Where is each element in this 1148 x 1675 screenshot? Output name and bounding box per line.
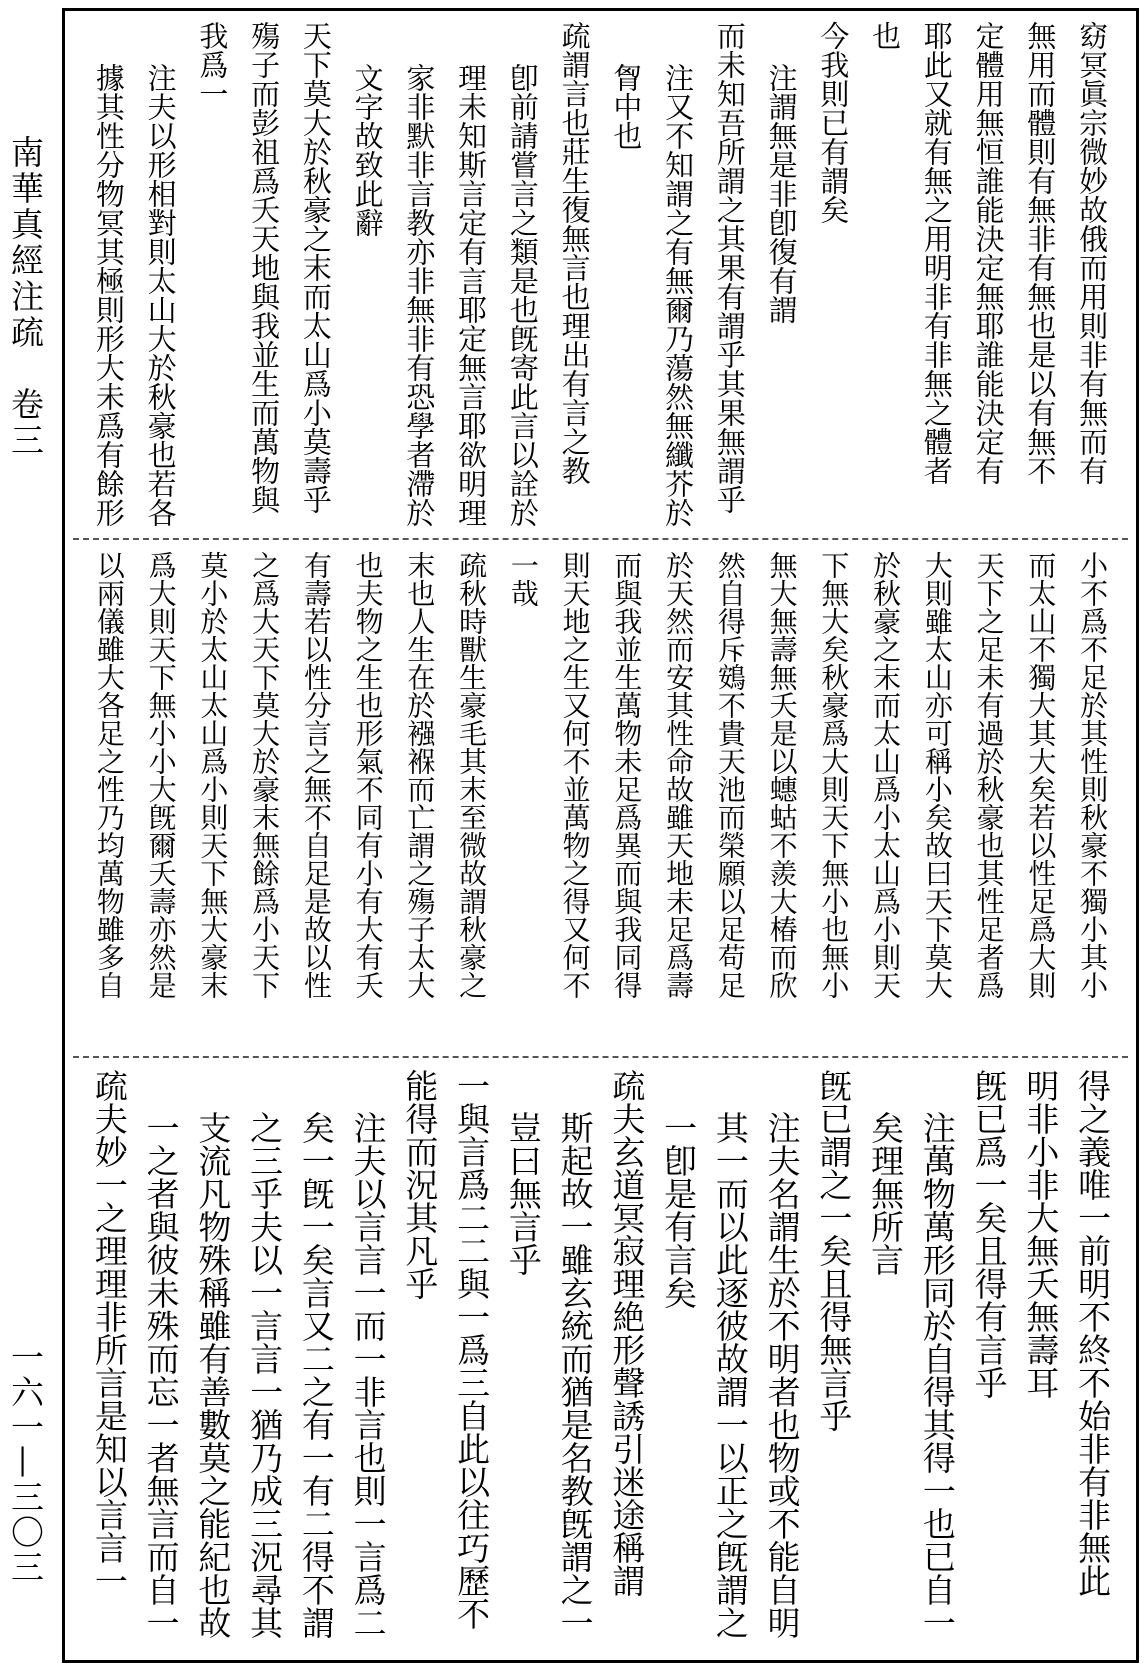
text-column: 明非小非大無夭無壽耳 xyxy=(1021,1069,1061,1399)
text-column: 理未知斯言定有言耶定無言耶欲明理 xyxy=(454,63,489,527)
text-column: 旣已謂之一矣且得無言乎 xyxy=(814,1069,854,1432)
text-column: 耶此又就有無之用明非有非無之體者 xyxy=(919,21,954,485)
text-column: 注夫名謂生於不明者也物或不能自明 xyxy=(762,1111,802,1639)
text-column: 疏夫妙一之理理非所言是知以言言一 xyxy=(89,1069,129,1597)
text-column: 小不爲不足於其性則秋豪不獨小其小 xyxy=(1076,551,1110,999)
text-column: 疏夫玄道冥寂理絶形聲誘引迷途稱謂 xyxy=(607,1069,647,1597)
margin-book-title: 南華真經注疏 卷三 xyxy=(6,135,45,459)
text-column: 天下莫大於秋豪之末而太山爲小莫壽乎 xyxy=(298,21,333,514)
text-column: 而與我並生萬物未足爲異而與我同得 xyxy=(610,551,644,999)
text-column: 於秋豪之末而太山爲小太山爲小則天 xyxy=(869,551,903,999)
text-column: 一之者與彼未殊而忘一者無言而自一 xyxy=(141,1111,181,1639)
text-column: 爲大則天下無小小大旣爾夭壽亦然是 xyxy=(144,551,178,999)
text-column: 今我則已有謂矣 xyxy=(816,21,851,224)
text-column: 據其性分物冥其極則形大未爲有餘形 xyxy=(91,63,126,527)
text-column: 注謂無是非卽復有謂 xyxy=(764,63,799,324)
text-column: 支流凡物殊稱雖有善數莫之能紀也故 xyxy=(193,1111,233,1639)
text-column: 注夫以言言一而一非言也則一言爲二 xyxy=(348,1111,388,1639)
text-column: 莫小於太山太山爲小則天下無大豪末 xyxy=(196,551,230,999)
text-column: 疏秋時獸生豪毛其末至微故謂秋豪之 xyxy=(455,551,489,999)
text-column: 疏謂言也莊生復無言也理出有言之教 xyxy=(557,21,592,485)
text-column: 豈曰無言乎 xyxy=(503,1111,543,1276)
text-column: 末也人生在於襁褓而亡謂之殤子太大 xyxy=(403,551,437,999)
text-column: 而太山不獨大其大矣若以性足爲大則 xyxy=(1024,551,1058,999)
register-divider xyxy=(73,1056,1128,1058)
text-column: 注夫以形相對則太山大於秋豪也若各 xyxy=(143,63,178,527)
text-column: 矣一旣一矣言又二之有一有二得不謂 xyxy=(296,1111,336,1639)
text-column: 也 xyxy=(868,21,903,50)
text-column: 大則雖太山亦可稱小矣故曰天下莫大 xyxy=(920,551,954,999)
register-bottom xyxy=(65,1069,1136,1654)
text-column: 於天然而安其性命故雖天地未足爲壽 xyxy=(662,551,696,999)
text-column: 天下之足未有過於秋豪也其性足者爲 xyxy=(972,551,1006,999)
text-column: 無用而體則有無非有無也是以有無不 xyxy=(1023,21,1058,485)
text-column: 斯起故一雖玄統而猶是名教旣謂之一 xyxy=(555,1111,595,1639)
text-column: 矣理無所言 xyxy=(866,1111,906,1276)
text-column: 其一而以此逐彼故謂一以正之旣謂之 xyxy=(710,1111,750,1639)
text-column: 下無大矣秋豪爲大則天下無小也無小 xyxy=(817,551,851,999)
text-column: 而未知吾所謂之其果有謂乎其果無謂乎 xyxy=(712,21,747,514)
register-middle xyxy=(65,551,1136,1051)
text-column: 胷中也 xyxy=(609,63,644,150)
text-column: 以兩儀雖大各足之性乃均萬物雖多自 xyxy=(92,551,126,999)
text-column: 旣已爲一矣且得有言乎 xyxy=(969,1069,1009,1399)
text-column: 定體用無恒誰能決定無耶誰能決定有 xyxy=(971,21,1006,485)
text-column: 卽前請嘗言之類是也旣寄此言以詮於 xyxy=(505,63,540,527)
text-column: 家非默非言教亦非無非有恐學者滯於 xyxy=(402,63,437,527)
text-column: 窈冥眞宗微妙故俄而用則非有無而有 xyxy=(1075,21,1110,485)
text-column: 之三乎夫以一言言一猶乃成三況尋其 xyxy=(245,1111,285,1639)
text-column: 有壽若以性分言之無不自足是故以性 xyxy=(299,551,333,999)
text-column: 注又不知謂之有無爾乃蕩然無纖芥於 xyxy=(661,63,696,527)
margin-page-number: 一六一—三〇三 xyxy=(6,1340,45,1585)
text-column: 能得而況其凡乎 xyxy=(400,1069,440,1300)
text-column: 則天地之生又何不並萬物之得又何不 xyxy=(558,551,592,999)
page-frame xyxy=(62,8,1139,1663)
text-column: 殤子而彭祖爲夭天地與我並生而萬物與 xyxy=(247,21,282,514)
text-column: 也夫物之生也形氣不同有小有大有夭 xyxy=(351,551,385,999)
text-column: 之爲大天下莫大於豪末無餘爲小天下 xyxy=(248,551,282,999)
text-column: 一哉 xyxy=(506,551,540,607)
text-column: 文字故致此辭 xyxy=(350,63,385,237)
text-column: 一與言爲二二與一爲三自此以往巧歷不 xyxy=(452,1069,492,1630)
register-top xyxy=(65,21,1136,531)
text-column: 然自得斥鴳不貴天池而榮願以足苟足 xyxy=(713,551,747,999)
register-divider xyxy=(73,538,1128,540)
text-column: 一卽是有言矣 xyxy=(659,1111,699,1309)
text-column: 注萬物萬形同於自得其得一也已自一 xyxy=(917,1111,957,1639)
text-column: 得之義唯一前明不終不始非有非無此 xyxy=(1073,1069,1113,1597)
text-column: 我爲一 xyxy=(195,21,230,108)
text-column: 無大無壽無夭是以蟪蛄不羨大椿而欣 xyxy=(765,551,799,999)
